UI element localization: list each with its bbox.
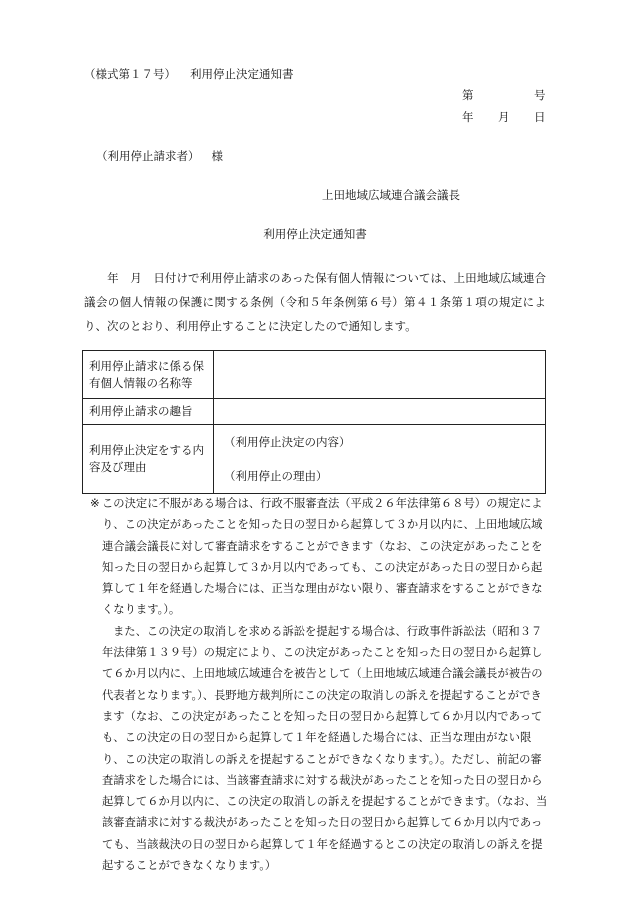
table-label-request-purpose: 利用停止請求の趣旨	[83, 399, 214, 425]
form-header	[84, 66, 294, 82]
note-paragraph-lawsuit: また、この決定の取消しを求める訴訟を提起する場合は、行政事件訴訟法（昭和３７年法律第１３９号）の規定により、この決定があったことを知った日の翌日から起算して６か月以内に、上田地域広域連合を被告として（上田地域広域連合議会議長が被告の代表者となります。）、長野地方裁判所にこの決定の取消しの訴えを提起することができます（なお、この決定があったことを知った日の翌日から起算して６か月以内であっても、この決定の日の翌日から起算して１年を経過した場合には、正当な理由がない限り、この決定の取消しの訴えを提起することができなくなります。）。ただし、前記の審査請求をした場合には、当該審査請求に対する裁決があったことを知った日の翌日から起算して６か月以内に、この決定の取消しの訴えを提起することができます。（なお、当該審査請求に対する裁決があったことを知った日の翌日から起算して６か月以内であっても、当該裁決の日の翌日から起算して１年を経過するとこの決定の取消しの訴えを提起することができなくなります。）	[102, 624, 548, 873]
date-month: 月	[498, 110, 510, 124]
note	[84, 493, 548, 876]
decision-reason-label: （利用停止の理由）	[224, 469, 328, 483]
table-row	[83, 399, 546, 425]
table-value-request-purpose	[214, 399, 546, 425]
table-label-target-info: 利用停止請求に係る保有個人情報の名称等	[83, 351, 214, 399]
document-title: 利用停止決定通知書	[263, 227, 367, 241]
number-prefix: 第	[462, 88, 474, 102]
table-label-decision-reason: 利用停止決定をする内容及び理由	[83, 425, 214, 494]
table-row	[83, 351, 546, 399]
recipient-honorific: 様	[211, 149, 223, 163]
recipient	[96, 148, 223, 164]
note-mark: ※	[90, 497, 100, 510]
form-number: （様式第１７号）	[84, 67, 176, 81]
info-table	[82, 350, 546, 494]
decision-content-label: （利用停止決定の内容）	[224, 435, 351, 449]
number-suffix: 号	[534, 88, 546, 102]
date-year: 年	[462, 110, 474, 124]
form-title: 利用停止決定通知書	[190, 67, 294, 81]
body-text: 年 月 日付けで利用停止請求のあった保有個人情報については、上田地域広域連合議会の個人情報の保護に関する条例（令和５年条例第６号）第４１条第１項の規定により、次のとおり、利用停止することに決定したので通知します。	[84, 271, 546, 333]
sender: 上田地域広域連合議会議長	[322, 188, 460, 202]
recipient-name: （利用停止請求者）	[96, 149, 200, 163]
date-day: 日	[534, 110, 546, 124]
table-value-decision-reason	[214, 425, 546, 494]
note-paragraph-appeal: この決定に不服がある場合は、行政不服審査法（平成２６年法律第６８号）の規定により、この決定があったことを知った日の翌日から起算して３か月以内に、上田地域広域連合議会議長に対して審査請求をすることができます（なお、この決定があったことを知った日の翌日から起算して３か月以内であっても、この決定があった日の翌日から起算して１年を経過した場合には、正当な理由がない限り、審査請求をすることができなくなります。）。	[102, 497, 543, 617]
table-row	[83, 425, 546, 494]
table-value-target-info	[214, 351, 546, 399]
